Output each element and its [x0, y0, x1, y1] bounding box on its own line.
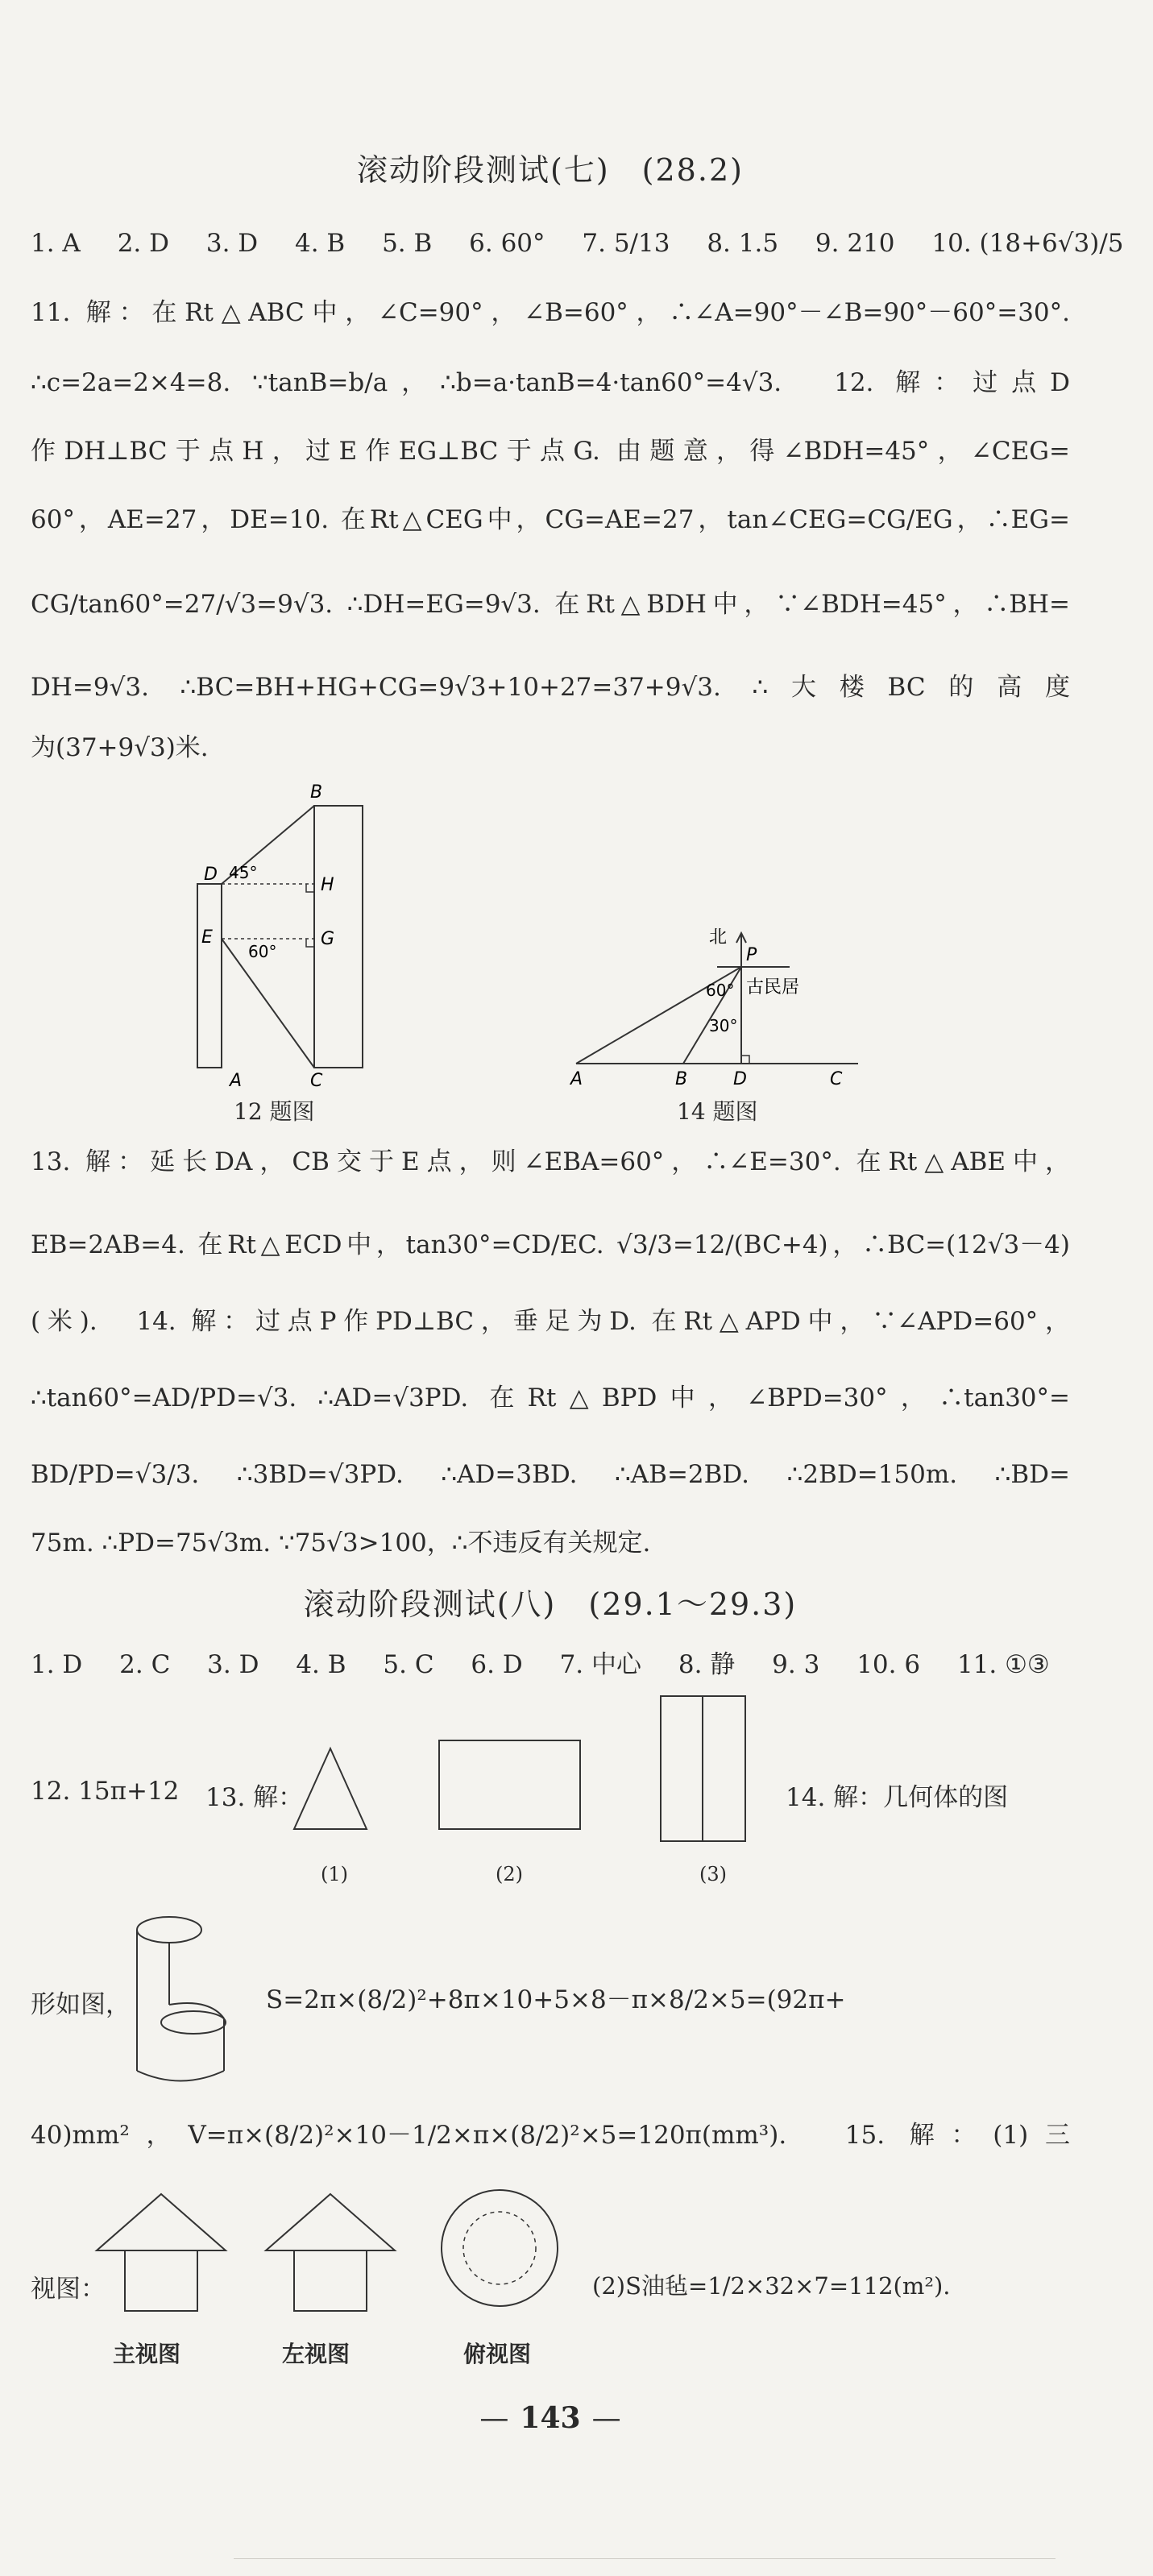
answer-6: 6. 60°	[469, 229, 545, 258]
formula-area: S=2π×(8/2)²+8π×10+5×8－π×8/2×5=(92π+	[266, 1985, 846, 2014]
label-60: 60°	[248, 942, 277, 961]
formula-volume: 40)mm²，V=π×(8/2)²×10－1/2×π×(8/2)²×5=120π(mm³). 15. 解：(1)三	[31, 2121, 1070, 2150]
left-view-house-shape	[262, 2188, 399, 2317]
label-c: C	[830, 1069, 843, 1089]
section7-title: 滚动阶段测试(七) (28.2)	[357, 152, 744, 188]
label-g: G	[321, 929, 335, 949]
answer-5: 5. C	[383, 1650, 434, 1679]
answer-6: 6. D	[471, 1650, 523, 1679]
answer-3: 3. D	[207, 1650, 259, 1679]
view-text: 视图：	[31, 2275, 106, 2304]
text-line: CG/tan60°=27/√3=9√3. ∴DH=EG=9√3. 在Rt△BDH中，∵∠BDH=45°，∴BH=	[31, 590, 1070, 619]
answer-1: 1. A	[31, 229, 81, 258]
label-30deg: 30°	[709, 1016, 738, 1035]
view-2-label: (2)	[496, 1863, 523, 1885]
text-line: 作DH⊥BC于点H，过E作EG⊥BC于点G. 由题意，得∠BDH=45°，∠CEG=	[31, 437, 1070, 466]
q13-label: 13. 解：	[205, 1783, 304, 1812]
figure-12-diagram	[177, 774, 387, 1092]
answer-11: 11. ①③	[956, 1650, 1050, 1679]
label-45: 45°	[229, 863, 258, 882]
label-a: A	[230, 1071, 243, 1091]
front-view-house-shape	[93, 2188, 230, 2317]
label-b: B	[310, 782, 323, 803]
page-dash: —	[591, 2402, 621, 2435]
q12-answer: 12. 15π+12	[31, 1777, 180, 1806]
answer-4: 4. B	[295, 229, 346, 258]
view-1-label: (1)	[321, 1863, 348, 1885]
front-view-label: 主视图	[113, 2341, 181, 2367]
answer-1: 1. D	[31, 1650, 83, 1679]
answer-4: 4. B	[296, 1650, 346, 1679]
label-p: P	[746, 945, 757, 965]
answer-10: 10. (18+6√3)/5	[931, 229, 1124, 258]
label-north: 北	[709, 927, 728, 948]
text-line: BD/PD=√3/3. ∴3BD=√3PD. ∴AD=3BD. ∴AB=2BD. ∴2BD=150m. ∴BD=	[31, 1460, 1070, 1489]
text-line: 11. 解：在Rt△ABC中，∠C=90°，∠B=60°，∴∠A=90°－∠B=90°－60°=30°.	[31, 298, 1070, 327]
label-c: C	[310, 1071, 323, 1091]
answer-8: 8. 1.5	[707, 229, 779, 258]
view-rectangle-shape	[435, 1732, 588, 1837]
left-view-label: 左视图	[282, 2341, 350, 2367]
label-place: 古民居	[746, 977, 800, 998]
answer-8: 8. 静	[678, 1650, 736, 1679]
answer-7: 7. 中心	[559, 1650, 642, 1679]
page-number-value: 143	[520, 2401, 581, 2435]
text-line: DH=9√3. ∴BC=BH+HG+CG=9√3+10+27=37+9√3. ∴大楼BC的高度	[31, 673, 1070, 702]
q14-label: 14. 解：几何体的图	[786, 1783, 1009, 1812]
cylinder-solid-figure	[129, 1910, 234, 2095]
answer-3: 3. D	[205, 229, 259, 258]
answer-2: 2. D	[117, 229, 169, 258]
answer-9: 9. 3	[772, 1650, 820, 1679]
label-e: E	[201, 927, 213, 948]
view-3-label: (3)	[699, 1863, 727, 1885]
figure-14-diagram	[556, 919, 862, 1092]
text-line: 60°，AE=27，DE=10. 在Rt△CEG中，CG=AE=27，tan∠CEG=CG/EG，∴EG=	[31, 505, 1070, 534]
section8-title: 滚动阶段测试(八) (29.1～29.3)	[303, 1587, 798, 1622]
text-line: ∴tan60°=AD/PD=√3. ∴AD=√3PD. 在Rt△BPD中，∠BPD=30°，∴tan30°=	[31, 1383, 1070, 1412]
top-view-circle-shape	[435, 2184, 564, 2313]
text-line: 13. 解：延长DA，CB交于E点，则∠EBA=60°，∴∠E=30°. 在Rt△ABE中，	[31, 1147, 1070, 1176]
text-line: (米). 14. 解：过点P作PD⊥BC，垂足为D. 在Rt△APD中，∵∠APD=60°，	[31, 1307, 1070, 1336]
page-number	[0, 2401, 1101, 2435]
view-double-rectangle-shape	[657, 1692, 753, 1845]
text-line: 为(37+9√3)米.	[31, 733, 209, 762]
answer-5: 5. B	[382, 229, 433, 258]
text-line: EB=2AB=4. 在Rt△ECD中，tan30°=CD/EC. √3/3=12/(BC+4)，∴BC=(12√3－4)	[31, 1230, 1070, 1259]
answer-9: 9. 210	[815, 229, 895, 258]
answer-10: 10. 6	[856, 1650, 921, 1679]
text-line: ∴c=2a=2×4=8. ∵tanB=b/a，∴b=a·tanB=4·tan60°=4√3. 12. 解：过点D	[31, 368, 1070, 397]
shape-text: 形如图，	[31, 1990, 131, 2019]
page-dash: —	[479, 2402, 509, 2435]
label-h: H	[321, 875, 334, 895]
top-view-label: 俯视图	[463, 2341, 532, 2367]
figure-14-caption: 14 题图	[677, 1098, 758, 1125]
label-d: D	[733, 1069, 747, 1089]
label-b: B	[675, 1069, 688, 1089]
answer-2: 2. C	[119, 1650, 171, 1679]
bottom-rule	[234, 2558, 1056, 2559]
text-line: 75m. ∴PD=75√3m. ∵75√3>100，∴不违反有关规定.	[31, 1529, 651, 1558]
answer-7: 7. 5/13	[582, 229, 670, 258]
area-answer: (2)S油毡=1/2×32×7=112(m²).	[592, 2272, 951, 2300]
figure-12-caption: 12 题图	[234, 1098, 315, 1125]
label-d: D	[204, 865, 218, 885]
label-60deg: 60°	[706, 981, 735, 1000]
section8-answers	[31, 1644, 1079, 1680]
view-triangle-shape	[286, 1740, 375, 1837]
section7-answers	[31, 229, 1153, 258]
label-a: A	[570, 1069, 583, 1089]
